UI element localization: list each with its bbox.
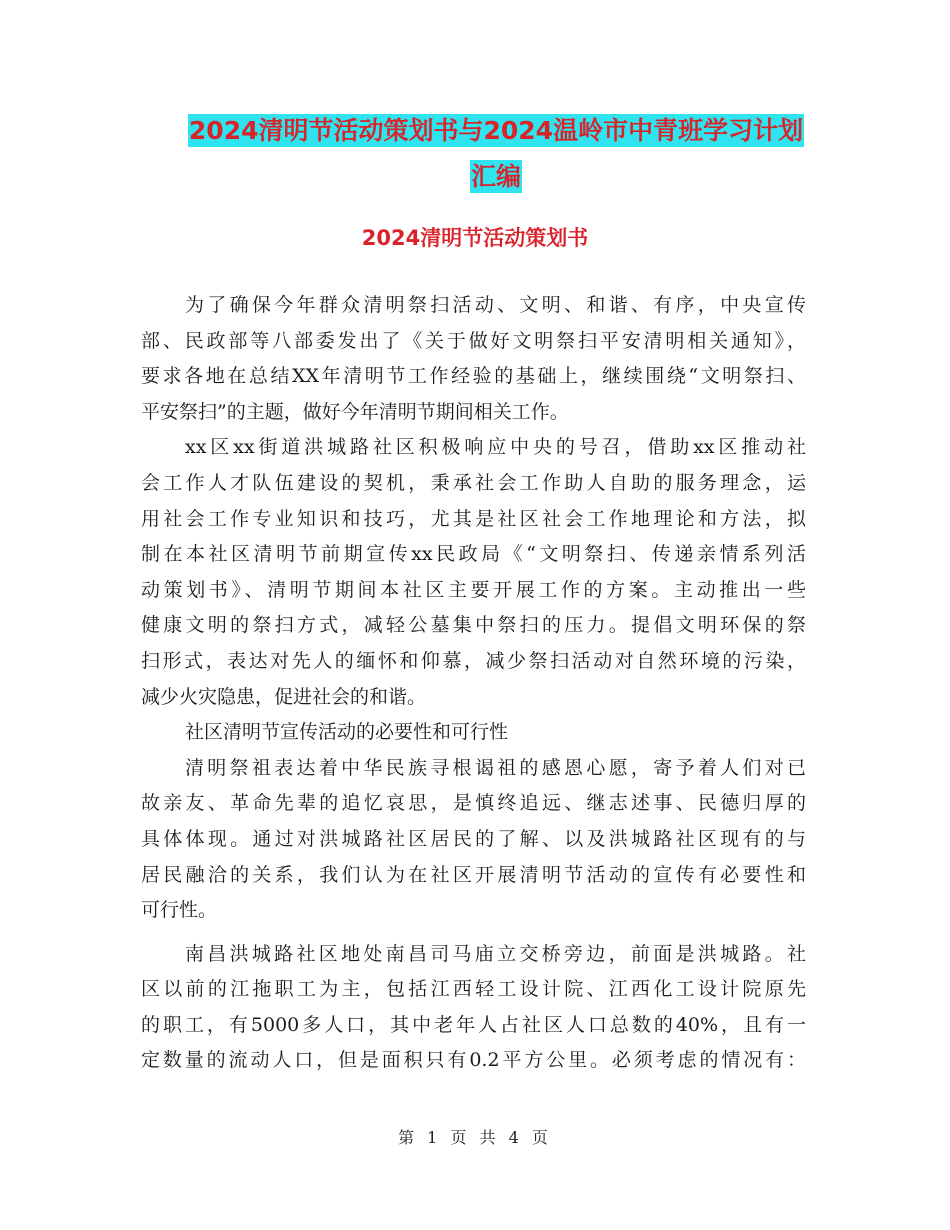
text-line: 为了确保今年群众清明祭扫活动、文明、和谐、有序，中央宣传 bbox=[185, 294, 806, 316]
text-line: 可行性。 bbox=[141, 899, 218, 922]
text-line: 健康文明的祭扫方式，减轻公墓集中祭扫的压力。提倡文明环保的祭 bbox=[141, 614, 806, 637]
document-main-title bbox=[0, 108, 950, 200]
main-title-line-1: 2024清明节活动策划书与2024温岭市中青班学习计划 bbox=[188, 116, 804, 145]
text-line: xx区xx街道洪城路社区积极响应中央的号召，借助xx区推动社 bbox=[185, 436, 806, 459]
text-line: 动策划书》、清明节期间本社区主要开展工作的方案。主动推出一些 bbox=[141, 578, 806, 601]
text-line: 定数量的流动人口，但是面积只有0.2平方公里。必须考虑的情况有： bbox=[141, 1049, 806, 1072]
section-title: 2024清明节活动策划书 bbox=[361, 226, 589, 250]
text-line: 的职工，有5000多人口，其中老年人占社区人口总数的40%，且有一 bbox=[141, 1013, 806, 1036]
document-body bbox=[141, 288, 806, 1079]
text-line: 部、民政部等八部委发出了《关于做好文明祭扫平安清明相关通知》， bbox=[141, 329, 806, 352]
text-line: 平安祭扫”的主题，做好今年清明节期间相关工作。 bbox=[141, 400, 569, 423]
text-line: 南昌洪城路社区地处南昌司马庙立交桥旁边，前面是洪城路。社 bbox=[185, 942, 806, 965]
text-line: 具体体现。通过对洪城路社区居民的了解、以及洪城路社区现有的与 bbox=[141, 827, 806, 850]
text-line: 故亲友、革命先辈的追忆哀思，是慎终追远、继志述事、民德归厚的 bbox=[141, 792, 806, 815]
text-line: 会工作人才队伍建设的契机，秉承社会工作助人自助的服务理念，运 bbox=[141, 471, 806, 494]
text-line: 要求各地在总结XX年清明节工作经验的基础上，继续围绕“文明祭扫、 bbox=[141, 365, 806, 388]
text-line: 制在本社区清明节前期宣传xx民政局《“文明祭扫、传递亲情系列活 bbox=[141, 543, 806, 566]
main-title-line-2: 汇编 bbox=[470, 162, 521, 191]
text-line: 居民融洽的关系，我们认为在社区开展清明节活动的宣传有必要性和 bbox=[141, 863, 806, 886]
text-line: 用社会工作专业知识和技巧，尤其是社区社会工作地理论和方法，拟 bbox=[141, 507, 806, 530]
text-line: 减少火灾隐患，促进社会的和谐。 bbox=[141, 685, 427, 708]
text-line: 区以前的江拖职工为主，包括江西轻工设计院、江西化工设计院原先 bbox=[141, 978, 806, 1001]
page-number-footer: 第 1 页 共 4 页 bbox=[398, 1128, 552, 1147]
subheading-line: 社区清明节宣传活动的必要性和可行性 bbox=[185, 721, 509, 744]
text-line: 清明祭祖表达着中华民族寻根谒祖的感恩心愿，寄予着人们对已 bbox=[185, 756, 806, 779]
text-line: 扫形式，表达对先人的缅怀和仰慕，减少祭扫活动对自然环境的污染， bbox=[141, 649, 806, 672]
